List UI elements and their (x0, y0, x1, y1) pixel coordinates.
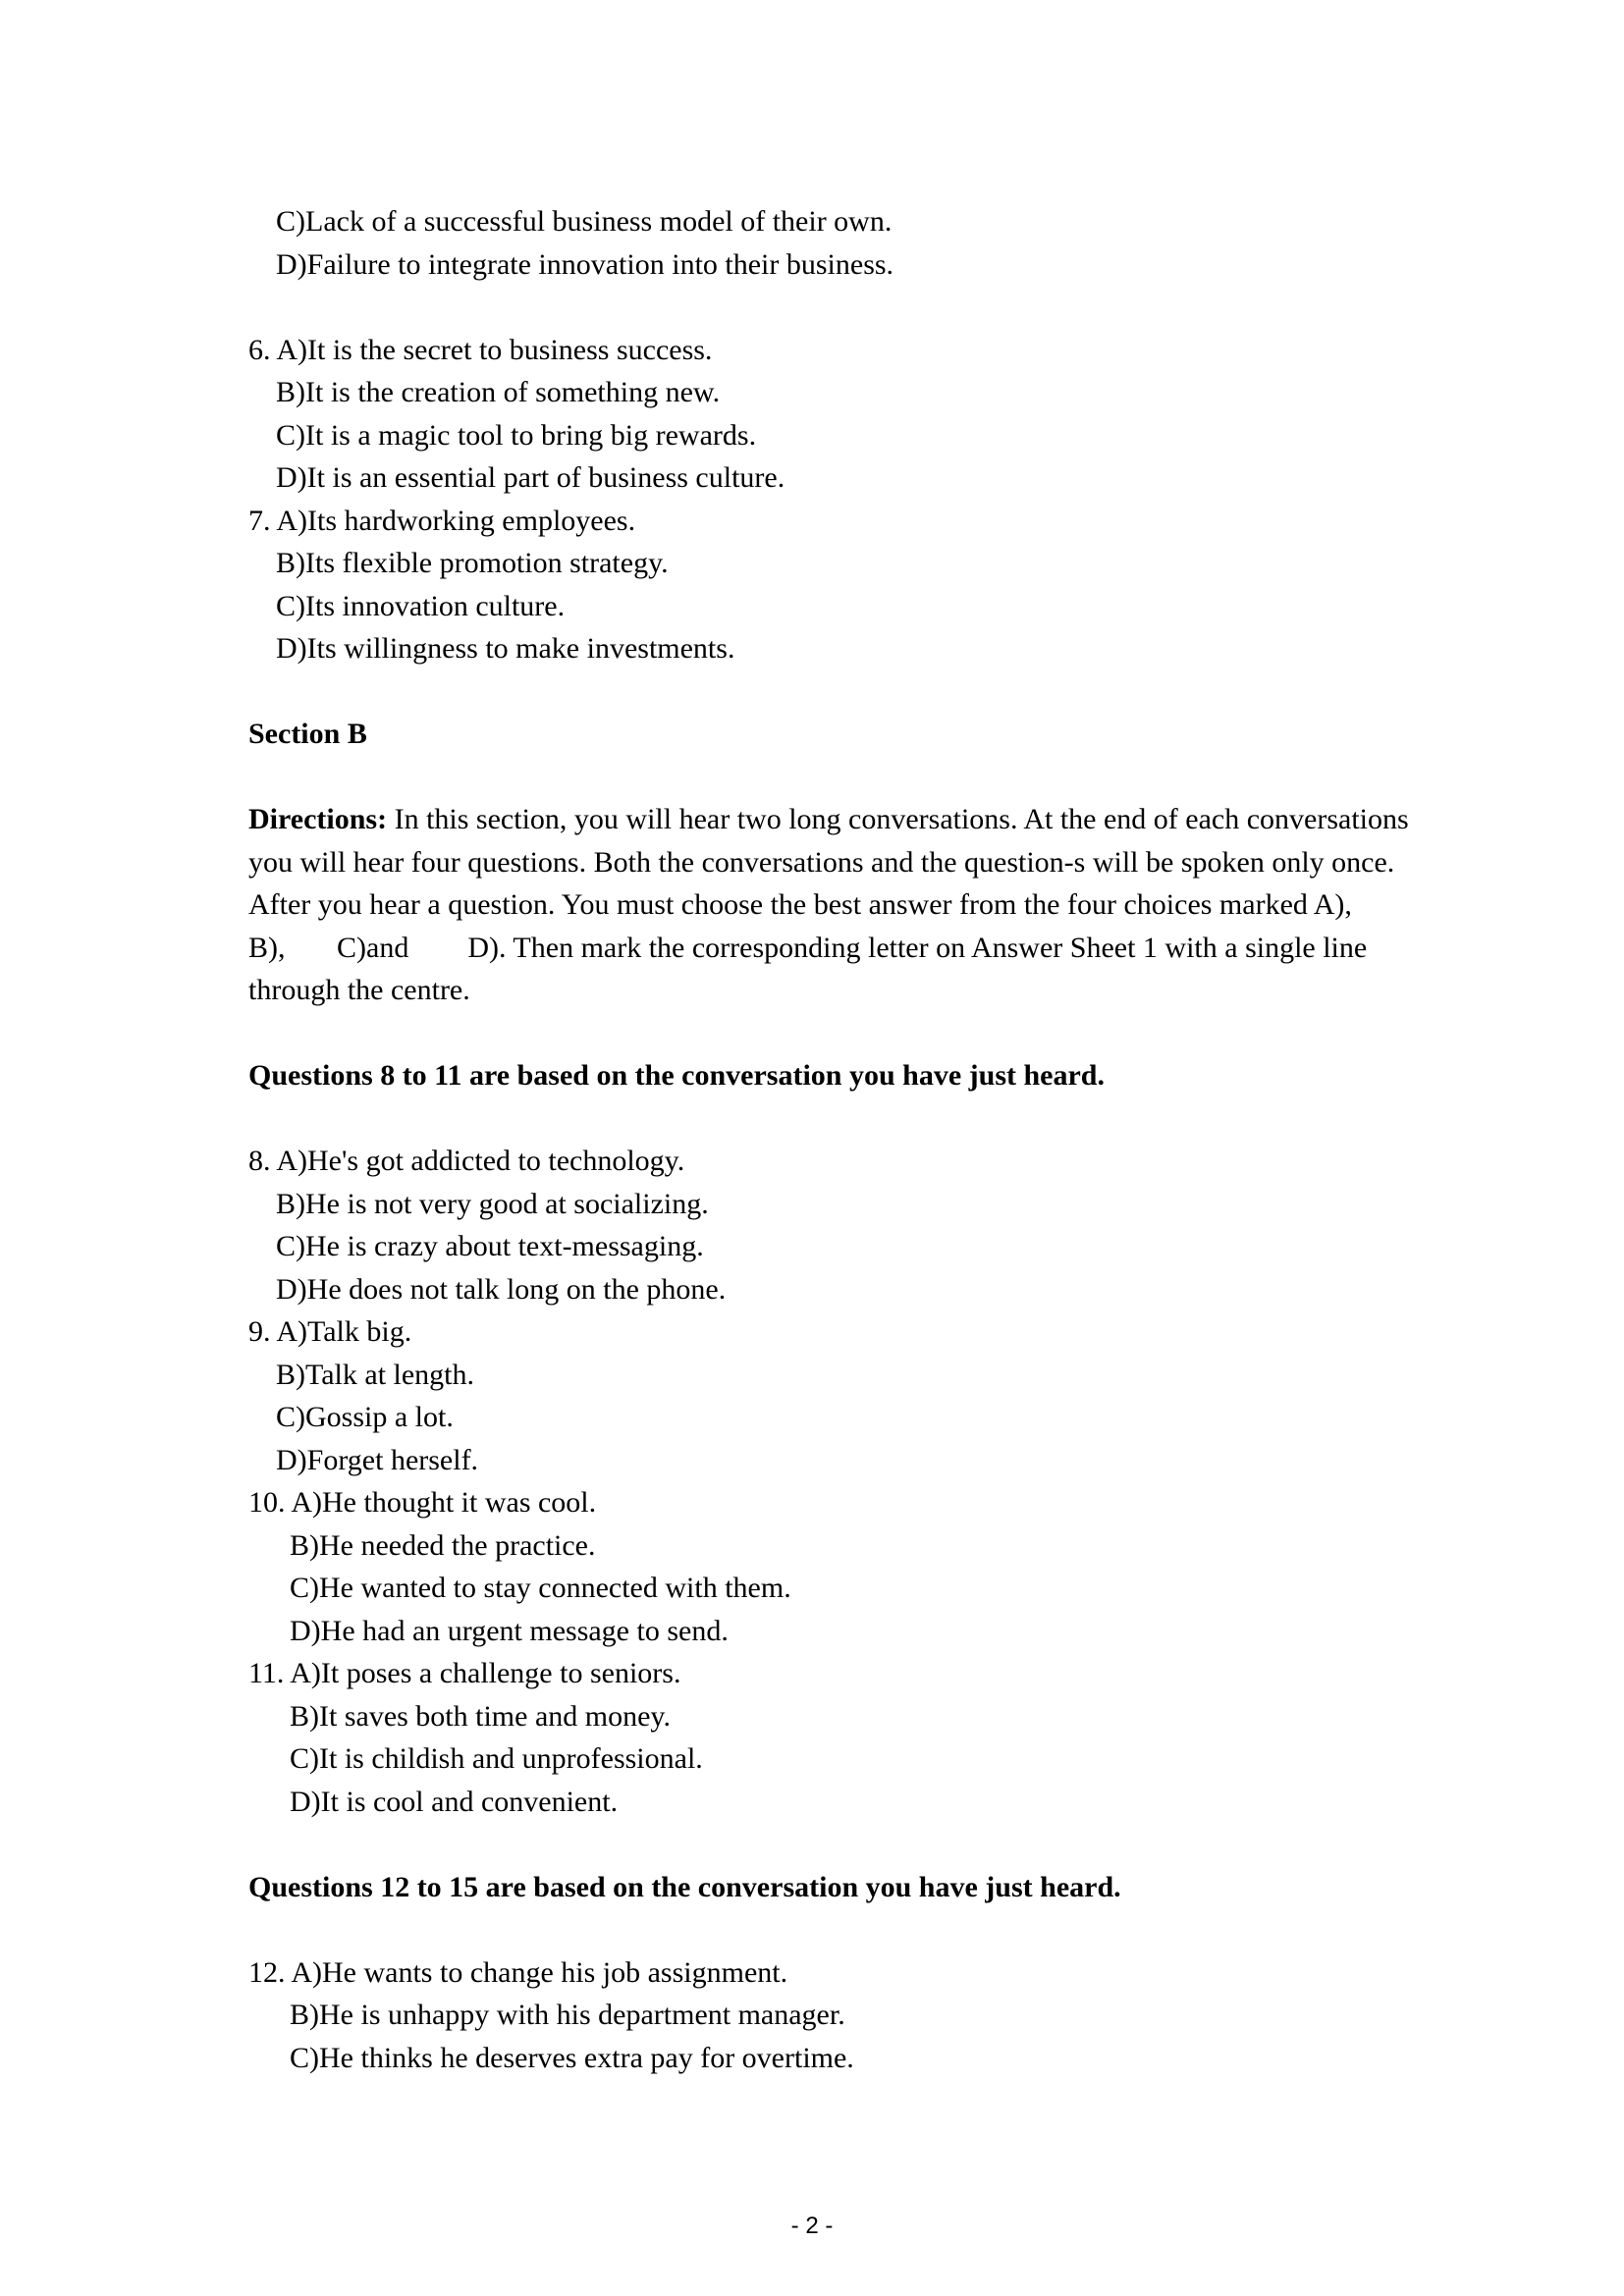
option-text: C)It is a magic tool to bring big rewards. (276, 418, 757, 452)
question-6-option-d (248, 456, 1565, 500)
directions-label: Directions: (248, 803, 388, 835)
question-12-option-c (248, 2037, 1565, 2080)
page-number: - 2 - (790, 2213, 834, 2239)
question-8-option-c (248, 1225, 1565, 1268)
section-b-heading: Section B (248, 718, 367, 750)
option-text: B)It saves both time and money. (290, 1699, 671, 1733)
question-7-option-a (248, 500, 1565, 543)
option-text: C)Lack of a successful business model of their own. (276, 205, 893, 238)
exam-content (248, 200, 1565, 2079)
option-text: B)Its flexible promotion strategy. (276, 547, 669, 579)
question-12-option-b (248, 1994, 1565, 2037)
option-text: D)Failure to integrate innovation into their business. (276, 247, 894, 281)
question-number: 9. (248, 1315, 277, 1348)
question-10-option-b (248, 1524, 1565, 1568)
option-text: A)He wants to change his job assignment. (291, 1955, 788, 1989)
option-text: C)He wanted to stay connected with them. (290, 1572, 791, 1604)
question-9-option-d (248, 1439, 1565, 1482)
question-number: 12. (248, 1955, 292, 1989)
option-text: D)He had an urgent message to send. (290, 1614, 729, 1647)
directions-line-5: through the centre. (248, 974, 470, 1006)
directions-line-1 (248, 798, 1565, 841)
question-12-option-a (248, 1951, 1565, 1995)
option-text: A)It poses a challenge to seniors. (290, 1657, 681, 1689)
question-5-option-d (248, 243, 1565, 287)
option-text: D)It is cool and convenient. (290, 1785, 619, 1818)
question-5-option-c (248, 200, 1565, 243)
option-text: C)Gossip a lot. (276, 1401, 454, 1433)
option-text: C)Its innovation culture. (276, 589, 566, 622)
spacer (248, 1823, 1565, 1866)
question-number: 6. (248, 333, 277, 366)
question-number: 7. (248, 504, 277, 537)
option-text: C)He is crazy about text-messaging. (276, 1230, 704, 1262)
question-6-option-c (248, 414, 1565, 457)
option-text: C)It is childish and unprofessional. (290, 1742, 703, 1775)
question-10-option-d (248, 1610, 1565, 1653)
spacer (248, 1097, 1565, 1141)
question-6-option-b (248, 371, 1565, 414)
question-8-option-a (248, 1140, 1565, 1183)
question-9-option-a (248, 1310, 1565, 1354)
question-8-option-b (248, 1183, 1565, 1226)
option-text: B)Talk at length. (276, 1358, 475, 1391)
question-9-option-c (248, 1396, 1565, 1439)
question-number: 11. (248, 1657, 291, 1689)
question-9-option-b (248, 1354, 1565, 1397)
option-text: A)Its hardworking employees. (276, 504, 636, 537)
question-11-option-a (248, 1652, 1565, 1695)
question-10-option-a (248, 1481, 1565, 1524)
question-11-option-b (248, 1695, 1565, 1738)
question-7-option-d (248, 627, 1565, 670)
directions-text: In this section, you will hear two long conversations. At the end of each conversations (387, 803, 1409, 835)
spacer (248, 1908, 1565, 1951)
option-text: D)It is an essential part of business culture. (276, 461, 785, 494)
option-text: B)He is unhappy with his department manager. (290, 1999, 845, 2031)
option-text: C)He thinks he deserves extra pay for overtime. (290, 2041, 854, 2074)
option-text: A)Talk big. (276, 1315, 412, 1348)
question-number: 8. (248, 1145, 277, 1177)
question-8-option-d (248, 1268, 1565, 1311)
question-7-option-b (248, 542, 1565, 585)
option-text: B)He is not very good at socializing. (276, 1187, 709, 1220)
spacer (248, 756, 1565, 799)
spacer (248, 286, 1565, 329)
option-text: B)It is the creation of something new. (276, 376, 721, 408)
question-number: 10. (248, 1486, 292, 1519)
directions-line-3: After you hear a question. You must choose the best answer from the four choices marked A), (248, 888, 1352, 921)
spacer (248, 1012, 1565, 1055)
question-10-option-c (248, 1567, 1565, 1610)
option-text: D)He does not talk long on the phone. (276, 1272, 727, 1306)
directions-line-4: B), C)and D). Then mark the corresponding letter on Answer Sheet 1 with a single line (248, 931, 1368, 964)
option-text: A)He's got addicted to technology. (276, 1145, 685, 1177)
question-11-option-c (248, 1737, 1565, 1781)
option-text: A)It is the secret to business success. (276, 333, 713, 366)
questions-8-11-heading: Questions 8 to 11 are based on the conversation you have just heard. (248, 1059, 1105, 1092)
question-7-option-c (248, 585, 1565, 628)
option-text: D)Forget herself. (276, 1443, 479, 1476)
spacer (248, 670, 1565, 714)
directions-line-2: you will hear four questions. Both the conversations and the question-s will be spoken only once. (248, 845, 1395, 879)
option-text: B)He needed the practice. (290, 1528, 596, 1562)
option-text: A)He thought it was cool. (291, 1486, 597, 1519)
option-text: D)Its willingness to make investments. (276, 632, 735, 665)
question-6-option-a (248, 329, 1565, 372)
question-11-option-d (248, 1781, 1565, 1824)
questions-12-15-heading: Questions 12 to 15 are based on the conversation you have just heard. (248, 1870, 1121, 1903)
